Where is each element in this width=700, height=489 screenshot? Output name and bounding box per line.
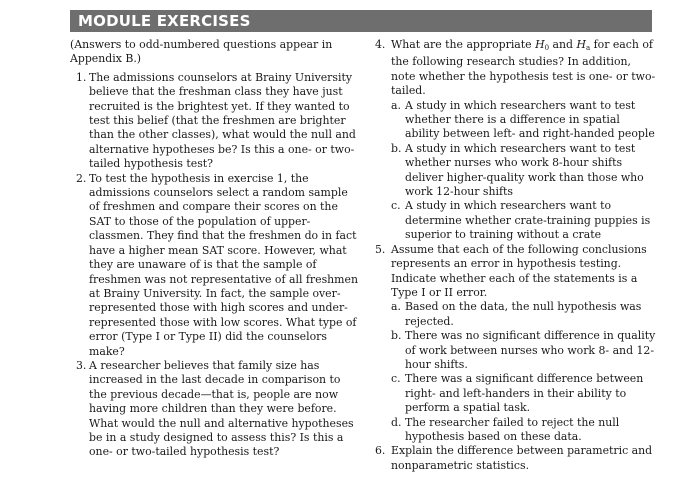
subitem-text: A study in which researchers want to determine whether crate-training puppies is superior to training without a crate (405, 199, 651, 242)
question-number: 4. (375, 38, 386, 51)
subitem-4c (391, 199, 657, 242)
null-hypothesis-symbol: H (535, 38, 545, 51)
subitem-text: A study in which researchers want to test whether there is a difference in spatial ability between left- and right-handed people (405, 98, 655, 141)
question-2 (70, 172, 358, 359)
subitem-letter: c. (391, 372, 401, 386)
section-title: MODULE EXERCISES (78, 12, 251, 30)
subitem-4a (391, 99, 657, 142)
subitem-letter: a. (391, 300, 401, 314)
question-number: 5. (375, 242, 386, 256)
subitem-4b (391, 142, 657, 200)
question-text-start: What are the appropriate (391, 38, 536, 51)
section-header-bar (70, 10, 652, 32)
question-4-subitems (375, 99, 657, 243)
question-number: 1. (76, 70, 87, 84)
question-text: Explain the difference between parametric and nonparametric statistics. (391, 444, 653, 472)
question-text: To test the hypothesis in exercise 1, the admissions counselors select a random sample of freshmen and compare their scores on the SAT to those of the population of upper-classmen. They find that the freshmen do in fact have a higher mean SAT score. However, what they are unaware of is that the sample of freshmen was not representative of all freshmen at Brainy University. In fact, the sample over-represented those with high scores and under-represented those with low scores. What type of error (Type I or Type II) did the counselors make? (89, 171, 358, 358)
question-5 (375, 243, 657, 301)
question-5-subitems (375, 300, 657, 444)
question-text-end: for each of the following research studies? In addition, note whether the hypothesis test is one- or two-tailed. (391, 38, 656, 98)
subitem-text: There was a significant difference between right- and left-handers in their ability to perform a spatial task. (405, 372, 644, 415)
question-number: 3. (76, 358, 87, 372)
subitem-text: Based on the data, the null hypothesis was rejected. (405, 300, 642, 328)
question-1 (70, 71, 358, 172)
right-column (375, 38, 657, 473)
subitem-5d (391, 416, 657, 445)
question-3 (70, 359, 358, 460)
left-column (70, 38, 358, 460)
conjunction: and (549, 38, 577, 51)
question-text: A researcher believes that family size has increased in the last decade in comparison to the previous decade—that is, people are now having more children than they were before. What would the null and alternative hypotheses be in a study designed to assess this? Is this a one- or two-tailed hypothesis test? (89, 358, 354, 459)
alt-hypothesis-symbol: H (576, 38, 586, 51)
question-number: 2. (76, 171, 87, 185)
question-text: The admissions counselors at Brainy University believe that the freshman class they have just recruited is the brightest yet. If they wanted to test this belief (that the freshmen are brighter than the other classes), what would the null and alternative hypotheses be? Is this a one- or two-tailed hypothesis test? (89, 70, 356, 171)
subitem-5b (391, 329, 657, 372)
null-hypothesis-subscript: 0 (544, 44, 550, 52)
question-text: Assume that each of the following conclusions represents an error in hypothesis testing. Indicate whether each of the statements is a Type I or II error. (391, 242, 647, 299)
subitem-letter: b. (391, 141, 402, 155)
subitem-text: The researcher failed to reject the null hypothesis based on these data. (405, 415, 620, 443)
question-6 (375, 444, 657, 473)
question-4 (375, 38, 657, 99)
alt-hypothesis-subscript: a (585, 44, 591, 52)
subitem-letter: c. (391, 199, 401, 213)
subitem-5a (391, 300, 657, 329)
subitem-5c (391, 372, 657, 415)
intro-note: (Answers to odd-numbered questions appear in Appendix B.) (70, 38, 333, 66)
subitem-text: A study in which researchers want to test whether nurses who work 8-hour shifts deliver higher-quality work than those who work 12-hour shifts (405, 141, 644, 199)
subitem-text: There was no significant difference in quality of work between nurses who work 8- and 12-hour shifts. (405, 329, 656, 371)
question-number: 6. (375, 444, 386, 458)
subitem-letter: b. (391, 329, 402, 343)
subitem-letter: d. (391, 415, 402, 429)
subitem-letter: a. (391, 98, 401, 112)
